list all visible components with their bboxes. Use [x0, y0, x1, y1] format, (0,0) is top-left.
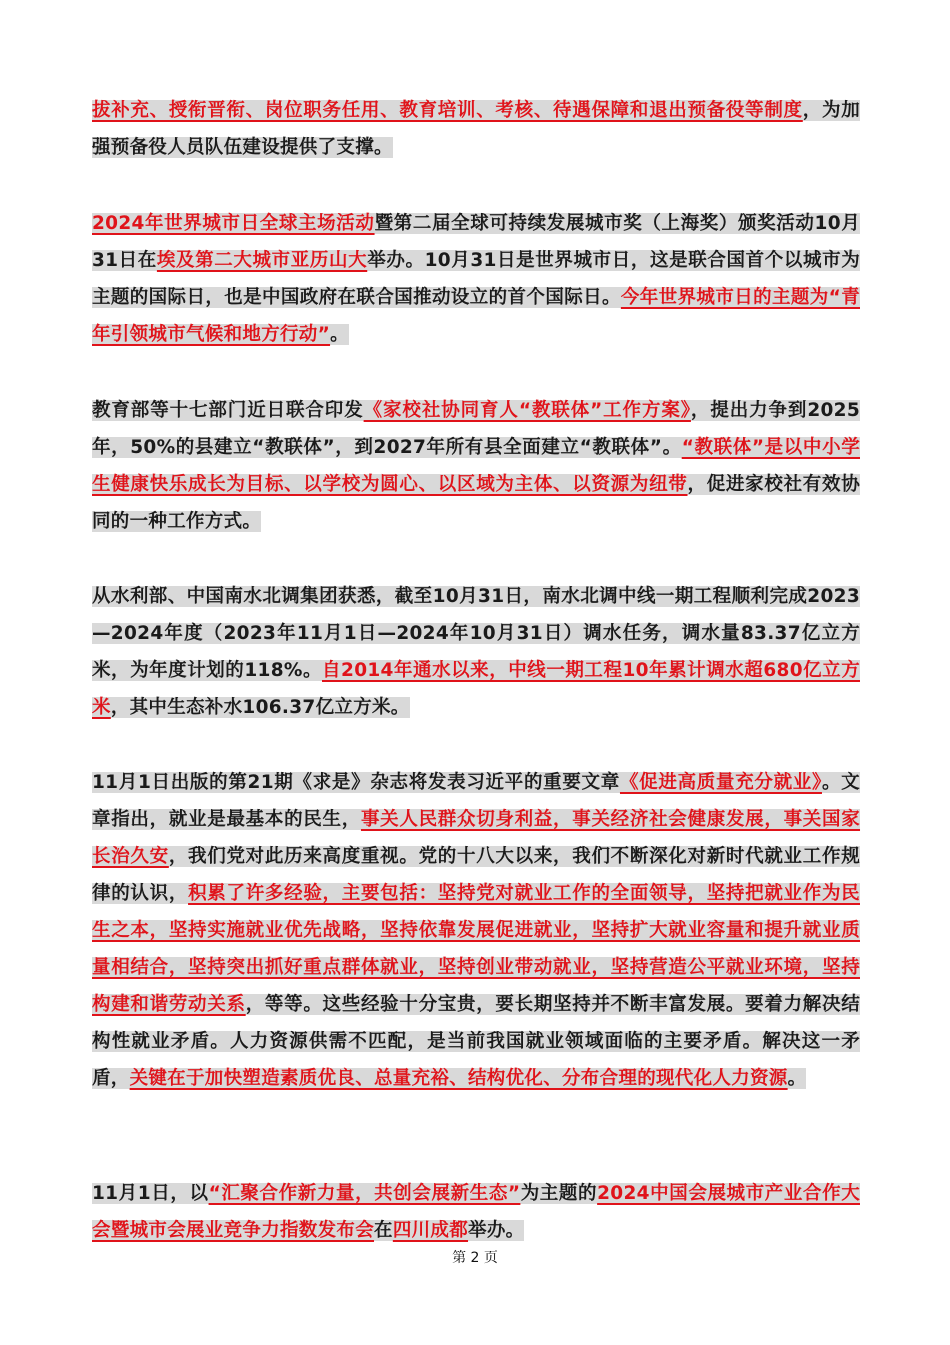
- emphasis-text: 2024年世界城市日全球主场活动: [92, 213, 375, 234]
- paragraph-highlight: [92, 400, 860, 532]
- body-text: 举办。: [468, 1220, 525, 1241]
- body-text: 从水利部、中国南水北调集团获悉，截至10月31日，南水北调中线一期工程顺利完成2023—2024年度（2023年11月1日—2024年10月31日）调水任务，调水量83.37亿立方米，为年度计划的118%。: [92, 586, 860, 681]
- emphasis-text: 今年世界城市日的主题为“青年引领城市气候和地方行动”: [92, 287, 860, 345]
- paragraph-world-cities-day: [92, 205, 860, 353]
- body-text: 。: [787, 1068, 807, 1089]
- paragraph-highlight: [92, 772, 860, 1089]
- emphasis-text: 关键在于加快塑造素质优良、总量充裕、结构优化、分布合理的现代化人力资源: [129, 1068, 788, 1089]
- emphasis-text: 2024中国会展城市产业合作大会暨城市会展业竞争力指数发布会: [92, 1183, 860, 1241]
- paragraph-education-alliance: [92, 392, 860, 540]
- body-text: ，我们党对此历来高度重视。党的十八大以来，我们不断深化对新时代就业工作规律的认识，: [92, 846, 860, 904]
- body-text: ，促进家校社有效协同的一种工作方式。: [92, 474, 860, 532]
- paragraph-highlight: [92, 586, 860, 718]
- body-text: 暨第二届全球可持续发展城市奖（上海奖）颁奖活动10月31日在: [92, 213, 860, 271]
- paragraph-highlight: [92, 100, 860, 158]
- paragraph-reserve-personnel: [92, 92, 860, 166]
- body-text: ，为加强预备役人员队伍建设提供了支撑。: [92, 100, 861, 158]
- body-text: 在: [374, 1220, 393, 1241]
- paragraph-employment-article: [92, 764, 860, 1097]
- body-text: ，其中生态补水106.37亿立方米。: [110, 697, 410, 718]
- body-text: 11月1日，以: [92, 1183, 209, 1204]
- paragraph-water-diversion: [92, 578, 860, 726]
- body-text: 。文章指出，就业是最基本的民生，: [92, 772, 860, 830]
- emphasis-text: “汇聚合作新力量，共创会展新生态”: [208, 1183, 521, 1204]
- page-number: 第 2 页: [452, 1250, 498, 1266]
- body-text: 教育部等十七部门近日联合印发: [92, 400, 364, 421]
- body-text: 。: [330, 324, 349, 345]
- emphasis-text: 事关人民群众切身利益，事关经济社会健康发展，事关国家长治久安: [92, 809, 861, 867]
- emphasis-text: 拔补充、授衔晋衔、岗位职务任用、教育培训、考核、待遇保障和退出预备役等制度: [92, 100, 803, 121]
- emphasis-text: 四川成都: [392, 1220, 469, 1241]
- emphasis-text: “教联体”是以中小学生健康快乐成长为目标、以学校为圆心、以区域为主体、以资源为纽带: [92, 437, 860, 495]
- body-text: 举办。10月31日是世界城市日，这是联合国首个以城市为主题的国际日，也是中国政府在联合国推动设立的首个国际日。: [92, 250, 860, 308]
- emphasis-text: 埃及第二大城市亚历山大: [156, 250, 368, 271]
- emphasis-text: 《家校社协同育人“教联体”工作方案》: [363, 400, 691, 421]
- body-text: 为主题的: [520, 1183, 598, 1204]
- body-text: ，等等。这些经验十分宝贵，要长期坚持并不断丰富发展。要着力解决结构性就业矛盾。人力资源供需不匹配，是当前我国就业领域面临的主要矛盾。解决这一矛盾，: [92, 994, 860, 1089]
- emphasis-text: 自2014年通水以来，中线一期工程10年累计调水超680亿立方米: [92, 660, 860, 718]
- paragraph-highlight: [92, 213, 860, 345]
- emphasis-text: 积累了许多经验，主要包括：坚持党对就业工作的全面领导，坚持把就业作为民生之本，坚持实施就业优先战略，坚持依靠发展促进就业，坚持扩大就业容量和提升就业质量相结合，坚持突出抓好重点群体就业，坚持创业带动就业，坚持营造公平就业环境，坚持构建和谐劳动关系: [92, 883, 860, 1015]
- paragraph-exhibition-conference: [92, 1175, 860, 1249]
- body-text: 11月1日出版的第21期《求是》杂志将发表习近平的重要文章: [92, 772, 620, 793]
- body-text: ，提出力争到2025年，50%的县建立“教联体”，到2027年所有县全面建立“教联体”。: [92, 400, 861, 458]
- paragraph-highlight: [92, 1183, 860, 1241]
- emphasis-text: 《促进高质量充分就业》: [619, 772, 822, 793]
